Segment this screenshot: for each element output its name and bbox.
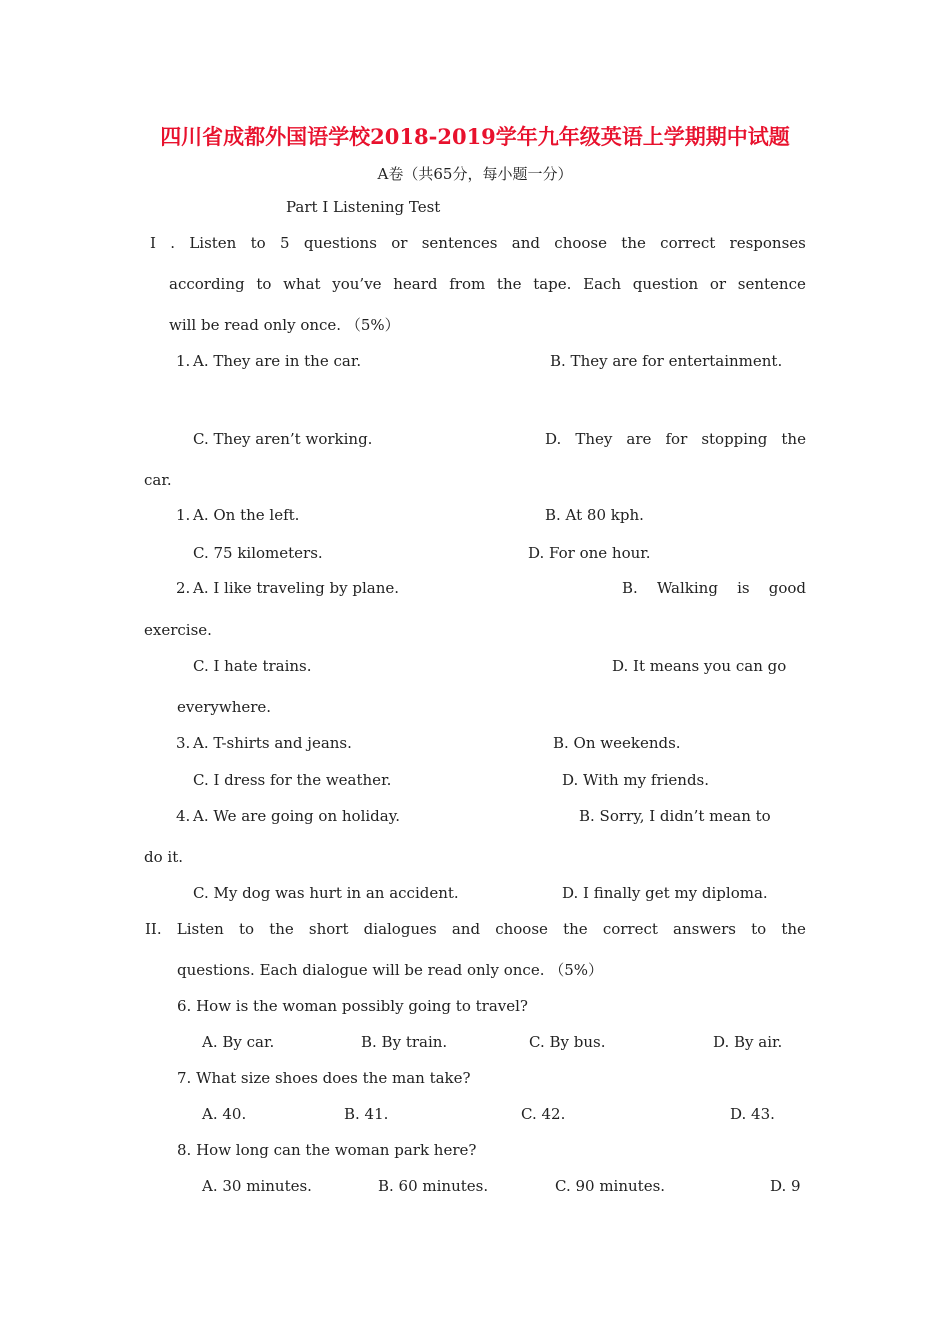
question-number: 4.	[176, 807, 191, 825]
word: or	[709, 275, 727, 293]
option-d: D. With my friends.	[562, 771, 710, 789]
word: responses	[729, 234, 806, 252]
option-a: A. T-shirts and jeans.	[193, 734, 352, 752]
word: correct	[660, 234, 716, 252]
word: the	[781, 430, 806, 448]
option-b: B. On weekends.	[553, 734, 681, 752]
section1-instruction-line3: will be read only once. （5%）	[169, 316, 400, 334]
word: B.	[622, 579, 638, 597]
word: I	[150, 234, 156, 252]
word: is	[737, 579, 750, 597]
option-b: B. They are for entertainment.	[550, 352, 783, 370]
option-b: B. Sorry, I didn’t mean to	[579, 807, 771, 825]
option-b	[622, 579, 806, 597]
section1-instruction-line2	[169, 275, 806, 293]
question-number: 1.	[176, 352, 191, 370]
option-d: D. For one hour.	[528, 544, 651, 562]
section2-instruction-line2: questions. Each dialogue will be read only once. （5%）	[177, 961, 604, 979]
question-number: 1.	[176, 506, 191, 524]
word: questions	[303, 234, 377, 252]
option-d: D. By air.	[713, 1033, 783, 1051]
option-d: D. It means you can go	[612, 657, 787, 675]
option-b: B. 41.	[344, 1105, 389, 1123]
option-a: A. 30 minutes.	[202, 1177, 312, 1195]
word: the	[563, 920, 588, 938]
option-a: A. We are going on holiday.	[193, 807, 400, 825]
word: are	[626, 430, 652, 448]
word: short	[308, 920, 349, 938]
option-b: B. By train.	[361, 1033, 448, 1051]
option-c: C. 75 kilometers.	[193, 544, 323, 562]
word: what	[283, 275, 321, 293]
option-c: C. I hate trains.	[193, 657, 312, 675]
section2-instruction-line1	[145, 920, 806, 938]
word: for	[665, 430, 688, 448]
word: answers	[673, 920, 736, 938]
question-stem: 6. How is the woman possibly going to travel?	[177, 997, 528, 1015]
word: from	[449, 275, 486, 293]
question-number: 2.	[176, 579, 191, 597]
word: you’ve	[332, 275, 382, 293]
word: Listen	[189, 234, 237, 252]
word: the	[269, 920, 294, 938]
word: correct	[602, 920, 658, 938]
option-a: A. On the left.	[193, 506, 300, 524]
word: .	[170, 234, 176, 252]
word: question	[632, 275, 699, 293]
option-a: A. By car.	[202, 1033, 275, 1051]
option-c: C. My dog was hurt in an accident.	[193, 884, 459, 902]
word: to	[751, 920, 767, 938]
word: Walking	[656, 579, 718, 597]
option-d-continued: car.	[144, 471, 172, 489]
option-c: C. They aren’t working.	[193, 430, 373, 448]
option-c: C. By bus.	[529, 1033, 606, 1051]
question-number: 3.	[176, 734, 191, 752]
word: D.	[545, 430, 562, 448]
word: and	[451, 920, 481, 938]
option-a: A. They are in the car.	[193, 352, 362, 370]
option-c: C. 42.	[521, 1105, 566, 1123]
word: They	[575, 430, 613, 448]
word: according	[169, 275, 245, 293]
option-a: A. 40.	[202, 1105, 247, 1123]
option-a: A. I like traveling by plane.	[193, 579, 400, 597]
option-b-continued: exercise.	[144, 621, 212, 639]
word: heard	[393, 275, 438, 293]
word: the	[781, 920, 806, 938]
word: to	[250, 234, 266, 252]
option-b-continued: do it.	[144, 848, 183, 866]
word: or	[391, 234, 408, 252]
option-d: D. 43.	[730, 1105, 775, 1123]
word: 5	[280, 234, 290, 252]
word: Each	[583, 275, 622, 293]
document-subtitle: A卷（共65分，每小题一分）	[377, 165, 573, 183]
word: choose	[495, 920, 548, 938]
option-c: C. I dress for the weather.	[193, 771, 392, 789]
word: Listen	[176, 920, 224, 938]
word: dialogues	[363, 920, 437, 938]
word: II.	[145, 920, 162, 938]
word: good	[768, 579, 806, 597]
section1-instruction-line1	[150, 234, 806, 252]
option-d: D. I finally get my diploma.	[562, 884, 768, 902]
word: stopping	[701, 430, 768, 448]
word: and	[511, 234, 540, 252]
question-stem: 7. What size shoes does the man take?	[177, 1069, 471, 1087]
option-c: C. 90 minutes.	[555, 1177, 666, 1195]
option-d	[545, 430, 806, 448]
word: the	[621, 234, 646, 252]
option-b: B. At 80 kph.	[545, 506, 644, 524]
word: the	[496, 275, 522, 293]
question-stem: 8. How long can the woman park here?	[177, 1141, 477, 1159]
word: sentence	[737, 275, 806, 293]
part-heading: Part I Listening Test	[286, 198, 441, 216]
word: tape.	[533, 275, 572, 293]
word: to	[238, 920, 255, 938]
word: sentences	[421, 234, 498, 252]
word: choose	[554, 234, 607, 252]
option-d-continued: everywhere.	[177, 698, 272, 716]
option-b: B. 60 minutes.	[378, 1177, 489, 1195]
document-title: 四川省成都外国语学校2018-2019学年九年级英语上学期期中试题	[160, 124, 790, 149]
option-d: D. 9	[770, 1177, 801, 1195]
word: to	[256, 275, 272, 293]
